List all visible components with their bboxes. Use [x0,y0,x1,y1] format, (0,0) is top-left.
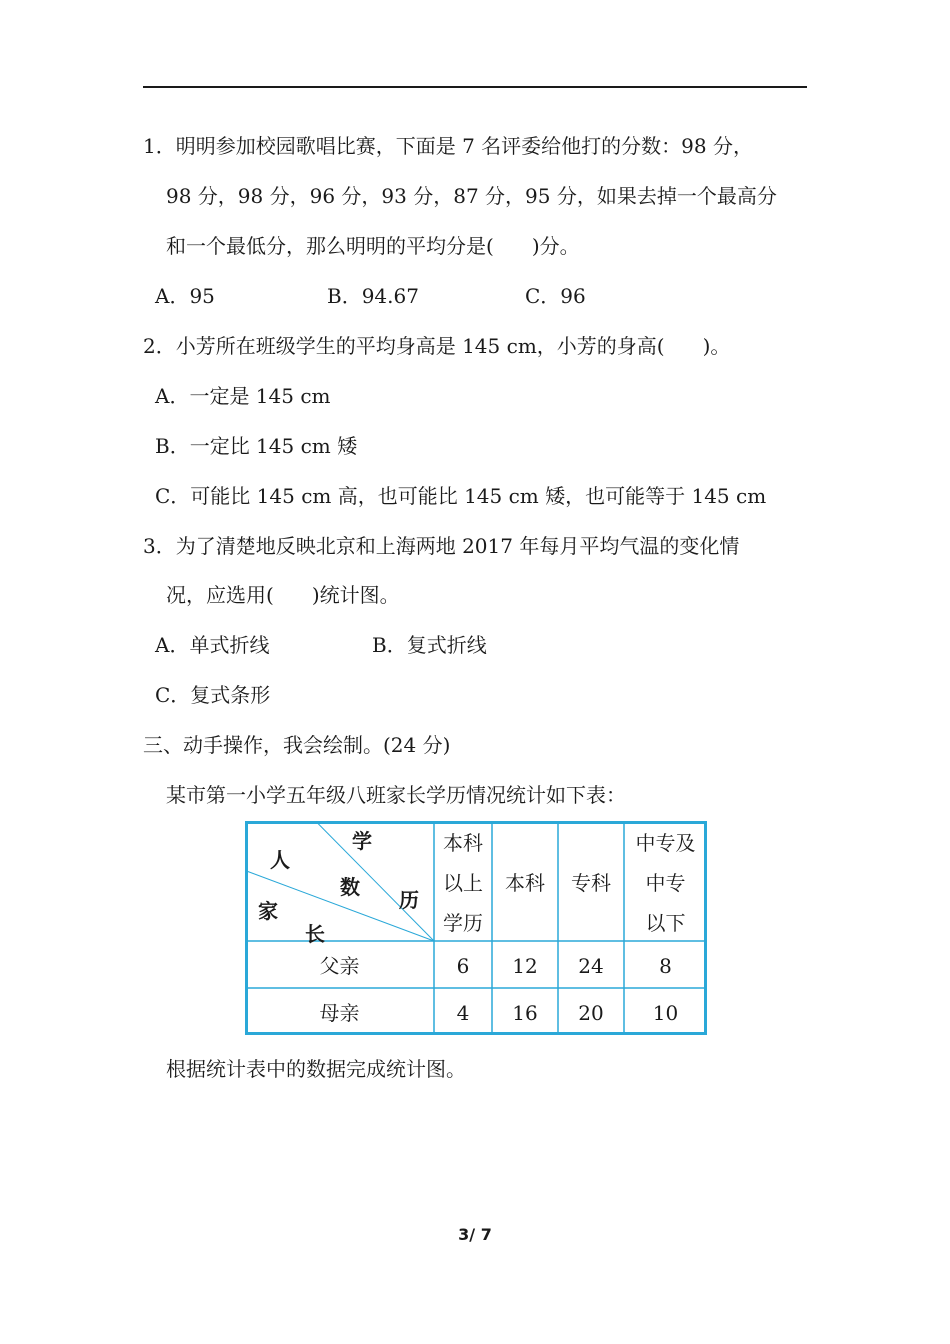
corner-label-li: 历 [399,888,419,912]
section-3-title: 三、动手操作，我会绘制。(24 分) [143,733,451,757]
table-cell: 4 [456,1001,470,1025]
q3-line-2-b: )统计图。 [311,583,400,607]
page-number: 3/ 7 [458,1225,492,1244]
education-statistics-table [245,821,707,1035]
table-cell: 24 [578,954,604,978]
q2-line-1-b: )。 [702,334,731,358]
header-secondary-below [624,831,707,935]
q1-option-a: A．95 [155,284,215,308]
table-cell: 6 [456,954,470,978]
q3-line-1: 3．为了清楚地反映北京和上海两地 2017 年每月平均气温的变化情 [143,534,740,558]
header-bachelor [492,871,558,895]
header-line: 本科 [443,831,483,855]
q2-option-c: C．可能比 145 cm 高，也可能比 145 cm 矮，也可能等于 145 cm [155,484,767,508]
header-bachelor-plus [434,831,492,935]
q1-line-3-b: )分。 [531,234,580,258]
table-cell: 12 [512,954,538,978]
header-college [558,871,624,895]
q1-line-3 [166,234,580,258]
header-line: 专科 [571,871,611,895]
corner-label-shu: 数 [340,875,360,899]
corner-diagonal-upper [317,823,434,942]
table-cell: 16 [512,1001,538,1025]
table-cell: 20 [578,1001,604,1025]
q1-option-c: C．96 [525,284,586,308]
q1-line-3-a: 和一个最低分，那么明明的平均分是( [166,234,494,258]
q1-option-b: B．94.67 [327,284,419,308]
header-line: 以下 [645,911,686,935]
row-label-mother: 母亲 [319,1001,360,1025]
table-cell: 8 [659,954,672,978]
top-rule [143,86,807,88]
q1-line-2: 98 分，98 分，96 分，93 分，87 分，95 分，如果去掉一个最高分 [166,184,777,208]
header-line: 中专及 [635,831,696,855]
header-line: 中专 [645,871,686,895]
q3-option-a: A．单式折线 [155,633,270,657]
corner-label-ren: 人 [270,848,290,872]
header-line: 本科 [505,871,545,895]
q3-option-c: C．复式条形 [155,683,271,707]
corner-label-zhang: 长 [305,922,325,946]
header-line: 学历 [443,911,483,935]
q3-line-2 [166,583,400,607]
section-3-intro: 某市第一小学五年级八班家长学历情况统计如下表： [166,783,626,807]
corner-label-xue: 学 [352,829,372,853]
q2-line-1 [143,334,730,358]
q2-option-b: B．一定比 145 cm 矮 [155,434,358,458]
table-cell: 10 [652,1001,679,1025]
q2-line-1-a: 2．小芳所在班级学生的平均身高是 145 cm，小芳的身高( [143,334,665,358]
header-line: 以上 [443,871,483,895]
q3-option-b: B．复式折线 [372,633,487,657]
section-3-instruction: 根据统计表中的数据完成统计图。 [166,1057,466,1081]
q2-option-a: A．一定是 145 cm [155,384,331,408]
q1-line-1: 1．明明参加校园歌唱比赛，下面是 7 名评委给他打的分数：98 分， [143,134,753,158]
q3-line-2-a: 况，应选用( [166,583,274,607]
corner-label-jia: 家 [258,899,278,923]
row-label-father: 父亲 [319,954,360,978]
